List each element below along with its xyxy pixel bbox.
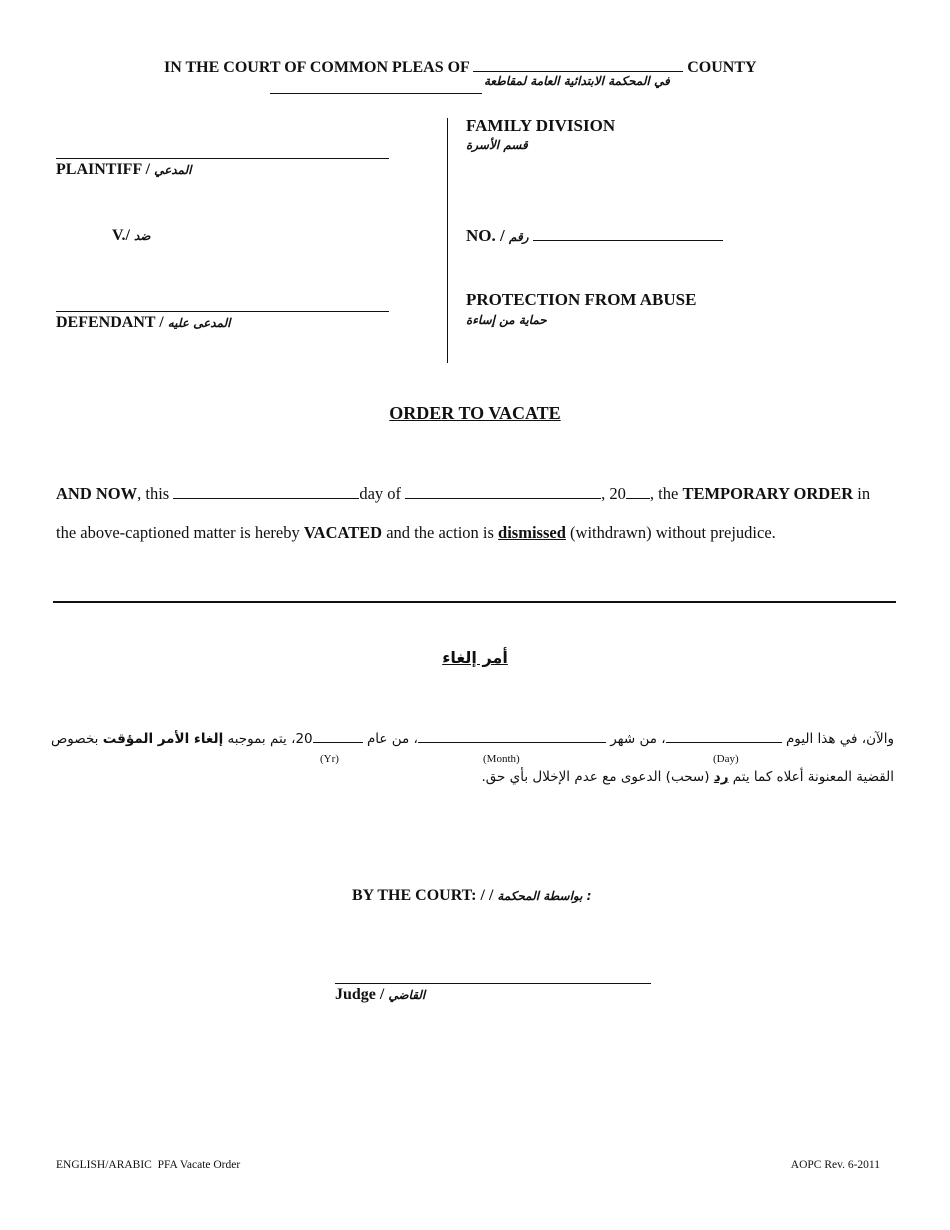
case-number-label xyxy=(466,225,723,246)
ar-cancel-temp: إلغاء الأمر المؤقت xyxy=(102,731,224,747)
defendant-name-line[interactable] xyxy=(56,311,389,312)
county-name-blank[interactable] xyxy=(473,56,683,72)
plaintiff-label-ar: المدعي xyxy=(154,163,192,177)
plaintiff-label-en: PLAINTIFF / xyxy=(56,161,155,178)
judge-ar: القاضي xyxy=(388,988,426,1002)
pfa-ar: حماية من إساءة xyxy=(466,313,547,327)
versus-label-ar: ضد xyxy=(133,229,151,243)
ar-day-blank[interactable] xyxy=(666,727,782,743)
family-division-ar: قسم الأسرة xyxy=(466,138,528,152)
ar-dismiss: رد xyxy=(713,769,729,785)
county-arabic-blank[interactable] xyxy=(270,93,482,94)
english-body-line-2 xyxy=(56,523,776,543)
the-text: , the xyxy=(649,484,683,503)
ar-regarding: بخصوص xyxy=(50,731,103,747)
vacated-text: VACATED xyxy=(303,523,383,542)
pfa-en: PROTECTION FROM ABUSE xyxy=(466,290,697,309)
ar-whereby: ، يتم بموجبه xyxy=(223,731,296,747)
day-caption: (Day) xyxy=(713,753,739,765)
case-number-en: NO. / xyxy=(466,226,509,245)
ar-line2-part-b: (سحب) الدعوى مع عدم الإخلال بأي حق. xyxy=(481,769,714,785)
month-caption: (Month) xyxy=(483,753,520,765)
this-text: , this xyxy=(137,484,174,503)
in-text: in xyxy=(853,484,871,503)
case-number-ar: رقم xyxy=(508,230,529,244)
family-division-en: FAMILY DIVISION xyxy=(466,116,616,135)
title-english: ORDER TO VACATE xyxy=(389,403,561,423)
versus-label-en: V./ xyxy=(112,227,134,244)
defendant-label-en: DEFENDANT / xyxy=(56,314,168,331)
arabic-body-line-1 xyxy=(51,727,894,747)
footer-revision: AOPC Rev. 6-2011 xyxy=(790,1159,880,1171)
ar-line2-part-a: القضية المعنونة أعلاه كما يتم xyxy=(728,769,894,785)
line2-part-a: the above-captioned matter is hereby xyxy=(56,523,304,542)
day-blank[interactable] xyxy=(173,483,359,499)
judge-label xyxy=(335,986,425,1004)
month-blank[interactable] xyxy=(405,483,601,499)
english-body-line-1 xyxy=(56,483,870,504)
day-of-text: day of xyxy=(359,484,406,503)
judge-signature-line[interactable] xyxy=(335,983,651,984)
title-arabic: أمر إلغاء xyxy=(442,648,508,667)
by-the-court xyxy=(352,887,591,905)
ar-month-blank[interactable] xyxy=(418,727,606,743)
temporary-order-text: TEMPORARY ORDER xyxy=(682,484,854,503)
ar-of-year: ، من عام xyxy=(366,731,418,747)
arabic-body-line-2 xyxy=(481,769,894,785)
line2-part-b: and the action is xyxy=(382,523,499,542)
and-now: AND NOW xyxy=(56,484,138,503)
by-court-en: BY THE COURT: / xyxy=(352,887,489,904)
section-separator xyxy=(53,601,896,603)
by-court-slash: / xyxy=(488,887,498,904)
plaintiff-name-line[interactable] xyxy=(56,158,389,159)
caption-divider xyxy=(447,118,448,363)
footer-form-name: ENGLISH/ARABIC PFA Vacate Order xyxy=(56,1159,241,1171)
court-prefix: IN THE COURT OF COMMON PLEAS OF xyxy=(164,59,470,76)
year-blank[interactable] xyxy=(626,483,650,499)
ar-year-prefix: 20 xyxy=(295,731,313,747)
plaintiff-label xyxy=(56,161,191,179)
ar-of-month: ، من شهر xyxy=(610,731,666,747)
year-caption: (Yr) xyxy=(320,753,339,765)
court-header-arabic: في المحكمة الابتدائية العامة لمقاطعة xyxy=(484,74,670,88)
county-label: COUNTY xyxy=(687,59,757,76)
year-prefix-text: , 20 xyxy=(601,484,626,503)
ar-and-now-day: والآن، في هذا اليوم xyxy=(785,731,894,747)
ar-year-blank[interactable] xyxy=(313,727,363,743)
judge-en: Judge / xyxy=(335,986,389,1003)
case-number-blank[interactable] xyxy=(533,225,723,241)
defendant-label-ar: المدعى عليه xyxy=(167,316,231,330)
by-court-ar: بواسطة المحكمة : xyxy=(497,889,592,903)
versus-label xyxy=(112,227,150,245)
defendant-label xyxy=(56,314,230,332)
line2-part-c: (withdrawn) without prejudice. xyxy=(565,523,776,542)
dismissed-text: dismissed xyxy=(498,523,566,542)
